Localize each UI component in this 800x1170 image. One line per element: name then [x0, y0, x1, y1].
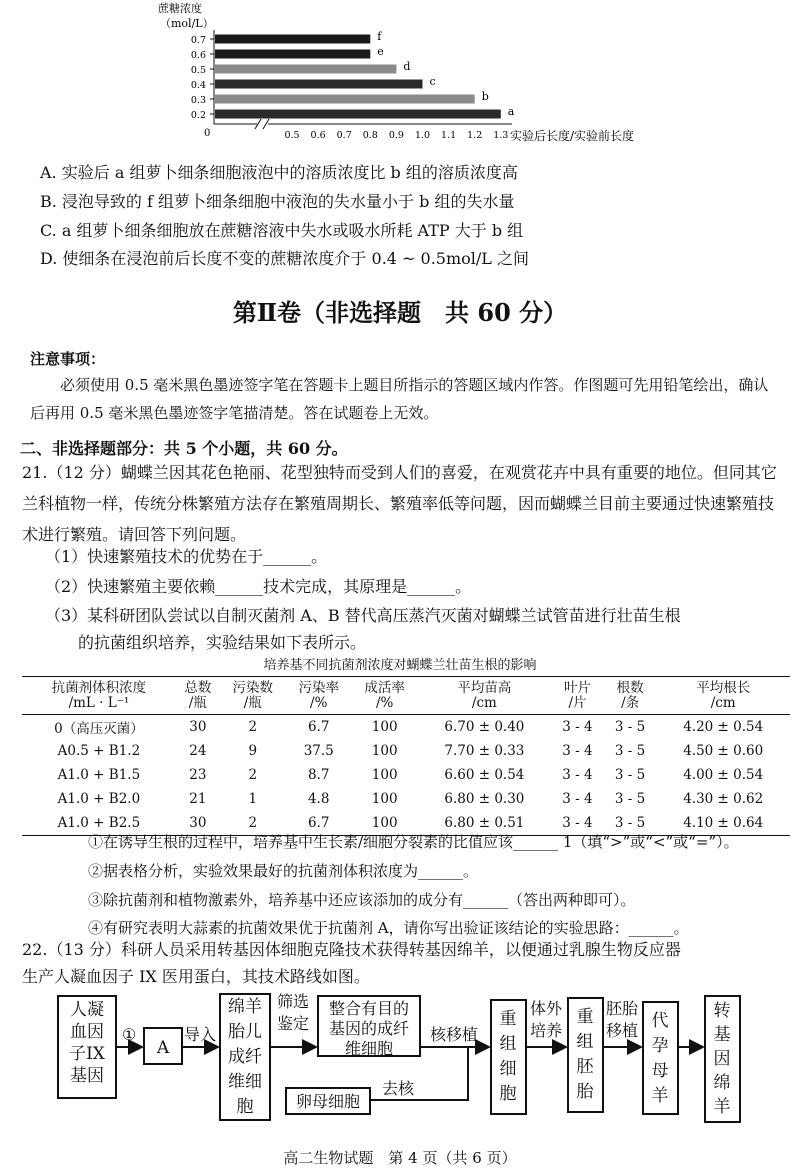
- table-cell: 100: [352, 811, 418, 836]
- flow-box-transgenic-sheep-text: 绵: [713, 1073, 731, 1093]
- flow-box-gene-text: 人凝: [70, 1000, 104, 1020]
- flow-box-transgenic-sheep-text: 羊: [713, 1097, 731, 1117]
- table-header-cell: 平均苗高 /cm: [418, 677, 552, 715]
- chart-x-tick-label: 0.7: [336, 130, 352, 141]
- flow-box-recombinant-embryo-text: 胚: [576, 1057, 594, 1077]
- table-row: [22, 739, 790, 763]
- chart-y-tick-label: 0.7: [190, 35, 206, 46]
- flow-arrow-1-label: ①: [121, 1025, 137, 1044]
- option-d: D. 使细条在浸泡前后长度不变的蔗糖浓度介于 0.4 ~ 0.5mol/L 之间: [40, 249, 530, 268]
- flow-box-egg-text: 卵母细胞: [295, 1092, 361, 1111]
- table-header-cell: 成活率 /%: [352, 677, 418, 715]
- q21-stem: 21.（12 分）蝴蝶兰因其花色艳丽、花型独特而受到人们的喜爱，在观赏花卉中具有重要的地位。但同其它兰科植物一样，传统分株繁殖方法存在繁殖周期长、繁殖率低等问题，因而蝴蝶兰目前主要通过快速繁殖技术进行繁殖。请回答下列问题。: [22, 463, 777, 544]
- table-cell: 24: [189, 743, 207, 759]
- chart-x-tick-label: 0.8: [362, 130, 378, 141]
- table-cell: 4.50 ± 0.60: [683, 743, 764, 759]
- q21-sub2: （2）快速繁殖主要依赖______技术完成，其原理是______。: [45, 577, 472, 596]
- chart-ylabel-2: （mol/L）: [160, 17, 214, 30]
- table-header-cell: 污染率 /%: [286, 677, 352, 715]
- chart-bar-label: e: [377, 45, 384, 58]
- chart-x-tick-label: 1.1: [441, 130, 457, 141]
- table-cell: 21: [189, 791, 207, 807]
- table-cell: 4.8: [307, 791, 330, 807]
- flow-arrow-3-label: 鉴定: [276, 1014, 310, 1033]
- table-cell: 6.70 ± 0.40: [444, 719, 525, 735]
- chart-bar-label: d: [403, 60, 411, 73]
- chart-y-tick-label: 0.4: [190, 80, 206, 91]
- table-cell: 7.70 ± 0.33: [444, 743, 525, 759]
- chart-x-tick-label: 0.9: [388, 130, 404, 141]
- table-cell: 2: [248, 767, 258, 783]
- table-cell: 3 - 5: [614, 743, 646, 759]
- q21-item4: ④有研究表明大蒜素的抗菌效果优于抗菌剂 A，请你写出验证该结论的实验思路：______。: [88, 919, 689, 937]
- flow-box-recombinant-embryo-text: 重: [576, 1007, 594, 1027]
- flow-box-fibroblast-text: 胎儿: [228, 1022, 262, 1042]
- table-cell: 3 - 4: [562, 767, 593, 783]
- table-cell: 0（高压灭菌）: [54, 721, 144, 737]
- table-cell: 4.00 ± 0.54: [683, 767, 764, 783]
- chart-xlabel: 实验后长度/实验前长度: [510, 129, 635, 143]
- flow-arrow-5-label: 体外: [529, 999, 563, 1018]
- table-cell: 3 - 4: [551, 811, 604, 836]
- table-header-row: [22, 677, 790, 715]
- table-cell: A1.0 + B2.0: [57, 791, 141, 807]
- table-cell: 6.80 ± 0.30: [444, 791, 525, 807]
- table-cell: 3 - 5: [614, 719, 646, 735]
- option-a: A. 实验后 a 组萝卜细条细胞液泡中的溶质浓度比 b 组的溶质浓度高: [40, 163, 518, 182]
- table-cell: 30: [176, 811, 220, 836]
- table-cell: A1.0 + B1.5: [57, 767, 141, 783]
- table-body: [22, 715, 790, 836]
- notice-heading: 注意事项：: [30, 350, 106, 368]
- flow-box-recombinant-embryo-text: 胎: [576, 1082, 594, 1102]
- q21-item3: ③除抗菌剂和植物激素外，培养基中还应该添加的成分有______（答出两种即可）。: [88, 891, 636, 909]
- chart-x-tick-label: 0.6: [310, 130, 326, 141]
- chart-bar-f: [215, 35, 370, 44]
- chart-bar-e: [215, 50, 370, 59]
- flow-box-recombinant-cell-text: 组: [499, 1034, 517, 1054]
- table-cell: 1: [248, 791, 258, 807]
- chart-x-tick-label: 1.2: [467, 130, 483, 141]
- chart-bar-label: f: [377, 30, 382, 43]
- table-cell: 3 - 5: [614, 791, 646, 807]
- table-cell: 6.7: [307, 719, 330, 735]
- table-row: [22, 763, 790, 787]
- flow-box-fibroblast-text: 维细: [228, 1072, 262, 1092]
- flow-box-transgenic-sheep-text: 转: [713, 1001, 731, 1021]
- chart-bar-c: [215, 80, 423, 89]
- table-cell: 6.80 ± 0.51: [418, 811, 552, 836]
- chart-y-tick-label: 0.6: [190, 50, 206, 61]
- table-header-cell: 叶片 /片: [551, 677, 604, 715]
- table-cell: 4.30 ± 0.62: [683, 791, 764, 807]
- chart-bar-a: [215, 110, 501, 119]
- flow-arrow-egg-label: 去核: [381, 1079, 415, 1098]
- chart-x-tick-label: 0.5: [284, 130, 300, 141]
- q21-sub3b: 的抗菌组织培养，实验结果如下表所示。: [78, 633, 367, 652]
- table-header-cell: 抗菌剂体积浓度 /mL · L⁻¹: [22, 677, 176, 715]
- flow-box-gene-text: 血因: [70, 1022, 104, 1042]
- option-b: B. 浸泡导致的 f 组萝卜细条细胞中液泡的失水量小于 b 组的失水量: [40, 192, 515, 211]
- flow-box-integrated-cell-text: 维细胞: [344, 1039, 394, 1058]
- table-cell: A0.5 + B1.2: [57, 743, 141, 759]
- flow-box-fibroblast-text: 绵羊: [228, 997, 262, 1017]
- chart-y-tick-label: 0.2: [190, 110, 206, 121]
- table-header-cell: 总数 /瓶: [176, 677, 220, 715]
- flow-box-fibroblast-text: 胞: [236, 1097, 254, 1117]
- notice-text: 必须使用 0.5 毫米黑色墨迹签字笔在答题卡上题目所指示的答题区域内作答。作图题可先用铅笔绘出，确认后再用 0.5 毫米黑色墨迹签字笔描清楚。答在试题卷上无效。: [30, 376, 769, 422]
- chart-bar-d: [215, 65, 396, 74]
- flow-box-surrogate-text: 羊: [651, 1086, 669, 1106]
- table-cell: 23: [189, 767, 207, 783]
- table-cell: 100: [371, 743, 398, 759]
- chart-ylabel-1: 蔗糖浓度: [158, 2, 202, 15]
- table-cell: 100: [371, 791, 398, 807]
- q22-line1: 22.（13 分）科研人员采用转基因体细胞克隆技术获得转基因绵羊，以便通过乳腺生物反应器: [22, 940, 681, 959]
- flow-box-transgenic-sheep-text: 基: [713, 1025, 731, 1045]
- flow-arrow-6-label: 胚胎: [605, 999, 639, 1018]
- table-cell: 2: [220, 811, 286, 836]
- table-cell: 3 - 5: [604, 811, 657, 836]
- flow-arrow-3-label: 筛选: [276, 992, 310, 1011]
- flow-box-fibroblast-text: 成纤: [228, 1047, 262, 1067]
- q21-item2: ②据表格分析，实验效果最好的抗菌剂体积浓度为______。: [88, 862, 479, 880]
- table-cell: 4.10 ± 0.64: [656, 811, 790, 836]
- table-header-cell: 污染数 /瓶: [220, 677, 286, 715]
- table-cell: 3 - 4: [562, 719, 593, 735]
- chart-y-tick-label: 0.3: [190, 95, 206, 106]
- flow-box-integrated-cell-text: 整合有目的: [328, 999, 410, 1018]
- section-title: 第Ⅱ卷（非选择题 共 60 分）: [232, 298, 568, 327]
- results-table: [22, 676, 790, 836]
- q21-item1: ①在诱导生根的过程中，培养基中生长素/细胞分裂素的比值应该______ 1（填“>”或“<”或“=”）。: [88, 833, 739, 851]
- flow-box-recombinant-embryo-text: 组: [576, 1032, 594, 1052]
- table-cell: 4.20 ± 0.54: [683, 719, 764, 735]
- chart-bar-label: a: [507, 105, 515, 118]
- flow-diagram: [0, 990, 800, 1150]
- flow-arrow-2-label: 导入: [183, 1025, 217, 1044]
- sucrose-bar-chart: [0, 0, 800, 160]
- table-cell: 6.7: [286, 811, 352, 836]
- flow-box-recombinant-cell-text: 细: [499, 1059, 517, 1079]
- table-cell: 3 - 4: [562, 743, 593, 759]
- table-cell: 100: [371, 719, 398, 735]
- table-title: 培养基不同抗菌剂浓度对蝴蝶兰壮苗生根的影响: [263, 658, 537, 673]
- flow-box-a-text: A: [156, 1038, 170, 1058]
- table-cell: 3 - 4: [562, 791, 593, 807]
- flow-box-gene-text: 基因: [70, 1066, 104, 1086]
- chart-y-tick-label: 0.5: [190, 65, 206, 76]
- table-row: [22, 787, 790, 811]
- chart-x-tick-label: 1.3: [493, 130, 509, 141]
- flow-arrow-6-label: 移植: [605, 1021, 639, 1040]
- page-footer: 高二生物试题 第 4 页（共 6 页）: [283, 1149, 517, 1167]
- flow-box-gene-text: 子IX: [69, 1044, 105, 1064]
- table-cell: 9: [248, 743, 258, 759]
- flow-box-recombinant-cell-text: 胞: [499, 1084, 517, 1104]
- chart-bar-label: c: [429, 75, 436, 88]
- table-cell: 8.7: [307, 767, 330, 783]
- table-row: [22, 715, 790, 740]
- flow-box-surrogate-text: 孕: [651, 1036, 669, 1056]
- table-header-cell: 平均根长 /cm: [656, 677, 790, 715]
- chart-bar-label: b: [481, 90, 489, 103]
- flow-box-transgenic-sheep-text: 因: [713, 1049, 731, 1069]
- flow-arrow-5-label: 培养: [529, 1021, 563, 1040]
- chart-x-tick-label: 1.0: [414, 130, 431, 141]
- table-cell: 3 - 5: [614, 767, 646, 783]
- flow-box-recombinant-cell-text: 重: [499, 1009, 517, 1029]
- chart-bar-b: [215, 95, 475, 104]
- table-cell: 6.60 ± 0.54: [444, 767, 525, 783]
- flow-box-integrated-cell-text: 基因的成纤: [328, 1019, 410, 1038]
- q22-line2: 生产人凝血因子 IX 医用蛋白，其技术路线如图。: [22, 967, 370, 986]
- flow-box-surrogate-text: 母: [651, 1061, 669, 1081]
- table-cell: 2: [248, 719, 258, 735]
- table-cell: 37.5: [303, 743, 334, 759]
- table-cell: 100: [371, 767, 398, 783]
- table-cell: 30: [189, 719, 207, 735]
- table-header-cell: 根数 /条: [604, 677, 657, 715]
- q21-sub1: （1）快速繁殖技术的优势在于______。: [45, 547, 328, 566]
- chart-origin-label: 0: [204, 128, 211, 139]
- option-c: C. a 组萝卜细条细胞放在蔗糖溶液中失水或吸水所耗 ATP 大于 b 组: [40, 221, 524, 240]
- table-cell: A1.0 + B2.5: [22, 811, 176, 836]
- q21-sub3a: （3）某科研团队尝试以自制灭菌剂 A、B 替代高压蒸汽灭菌对蝴蝶兰试管苗进行壮苗生根: [45, 606, 681, 625]
- part2-heading: 二、非选择题部分：共 5 个小题，共 60 分。: [20, 439, 348, 458]
- flow-box-surrogate-text: 代: [651, 1011, 669, 1031]
- flow-arrow-4-label: 核移植: [429, 1025, 479, 1044]
